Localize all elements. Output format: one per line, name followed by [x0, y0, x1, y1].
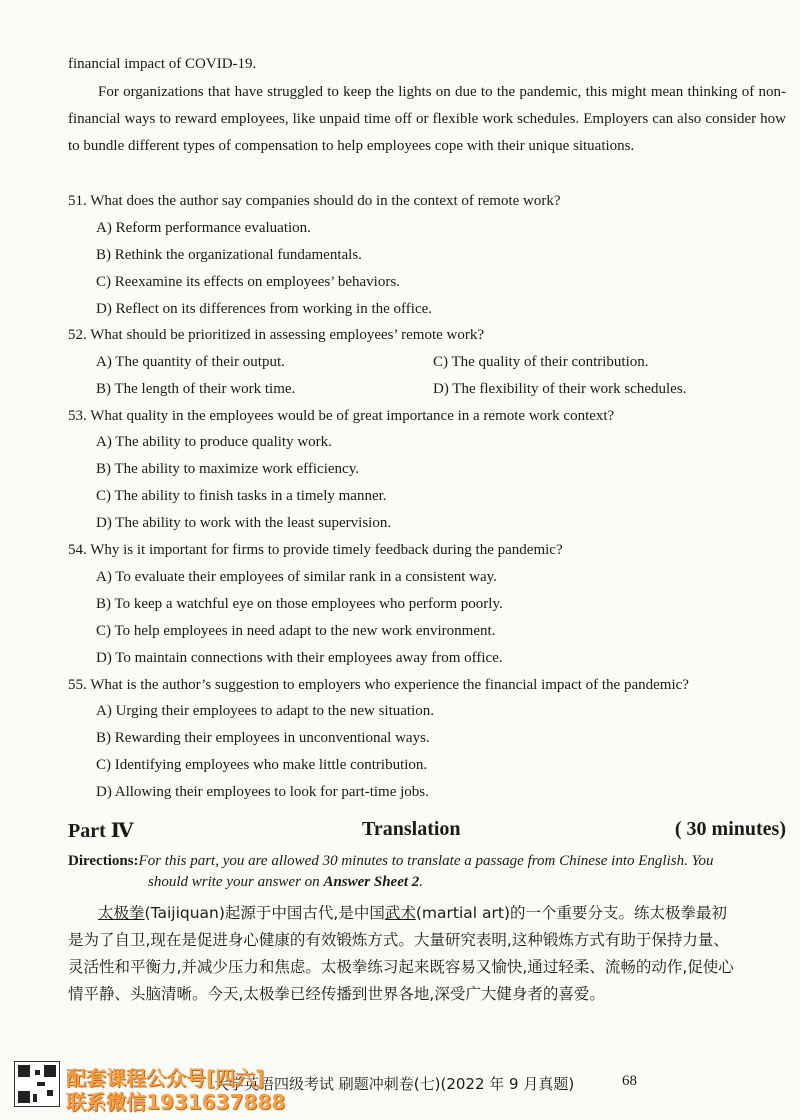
option-52-c: C) The quality of their contribution. — [433, 354, 649, 370]
option-52-d: D) The flexibility of their work schedules. — [433, 381, 687, 397]
option-53-d: D) The ability to work with the least supervision. — [96, 515, 392, 531]
option-52-a: A) The quantity of their output. — [96, 354, 285, 370]
translation-line-2: 是为了自卫,现在是促进身心健康的有效锻炼方式。大量研究表明,这种锻炼方式有助于保持力量、 — [68, 931, 729, 949]
option-55-b: B) Rewarding their employees in unconventional ways. — [96, 730, 430, 746]
translation-text-1b: (martial art)的一个重要分支。练太极拳最初 — [415, 904, 727, 922]
option-53-b: B) The ability to maximize work efficiency. — [96, 461, 359, 477]
passage-paragraph: For organizations that have struggled to keep the lights on due to the pandemic, this might mean thinking of non-financial ways to reward employees, like unpaid time off or flexible work schedules. Employers can also consider how to bundle different types of compensation to help employees cope with their unique situations. — [68, 84, 786, 154]
translation-line-4: 情平静、头脑清晰。今天,太极拳已经传播到世界各地,深受广大健身者的喜爱。 — [68, 985, 605, 1003]
option-55-a: A) Urging their employees to adapt to the new situation. — [96, 703, 434, 719]
directions-answer-sheet: Answer Sheet 2 — [323, 874, 420, 890]
term-martial-art: 武术 — [384, 904, 416, 922]
directions-label: Directions: — [68, 853, 139, 869]
directions-line-2 — [148, 874, 423, 891]
translation-text-1a: (Taijiquan)起源于中国古代,是中国 — [144, 904, 385, 922]
option-54-a: A) To evaluate their employees of similar rank in a consistent way. — [96, 569, 497, 585]
question-55: 55. What is the author’s suggestion to employers who experience the financial impact of the pandemic? — [68, 677, 689, 693]
directions — [68, 848, 786, 874]
page-number: 68 — [622, 1073, 637, 1089]
option-51-b: B) Rethink the organizational fundamentals. — [96, 247, 362, 263]
option-52-b: B) The length of their work time. — [96, 381, 296, 397]
option-54-c: C) To help employees in need adapt to the new work environment. — [96, 623, 496, 639]
question-54: 54. Why is it important for firms to provide timely feedback during the pandemic? — [68, 542, 563, 558]
option-54-d: D) To maintain connections with their employees away from office. — [96, 650, 503, 666]
directions-text-2a: should write your answer on — [148, 874, 324, 890]
option-54-b: B) To keep a watchful eye on those employees who perform poorly. — [96, 596, 503, 612]
translation-line-3: 灵活性和平衡力,并减少压力和焦虑。太极拳练习起来既容易又愉快,通过轻柔、流畅的动作,促使心 — [68, 958, 734, 976]
watermark-line-2: 联系微信1931637888 — [66, 1090, 286, 1114]
term-taijiquan: 太极拳 — [98, 904, 145, 922]
passage-top-line: financial impact of COVID-19. — [68, 56, 257, 72]
option-53-c: C) The ability to finish tasks in a timely manner. — [96, 488, 387, 504]
part-title: Translation — [362, 818, 461, 840]
option-51-a: A) Reform performance evaluation. — [96, 220, 311, 236]
part-header — [68, 818, 786, 844]
translation-line-1 — [68, 900, 786, 926]
directions-text-2c: . — [419, 874, 424, 890]
option-51-d: D) Reflect on its differences from working in the office. — [96, 301, 433, 317]
directions-text-1: For this part, you are allowed 30 minutes to translate a passage from Chinese into English. You — [138, 853, 714, 869]
watermark-line-1: 配套课程公众号[四六] — [66, 1066, 265, 1090]
option-55-d: D) Allowing their employees to look for part-time jobs. — [96, 784, 429, 800]
footer-title: 大学英语四级考试 刷题冲刺卷(七)(2022 年 9 月真题) — [214, 1075, 575, 1093]
question-52: 52. What should be prioritized in assessing employees’ remote work? — [68, 327, 485, 343]
option-53-a: A) The ability to produce quality work. — [96, 434, 332, 450]
option-55-c: C) Identifying employees who make little contribution. — [96, 757, 428, 773]
part-time: ( 30 minutes) — [674, 818, 786, 840]
question-53: 53. What quality in the employees would be of great importance in a remote work context? — [68, 408, 615, 424]
qr-code-image — [14, 1061, 60, 1107]
question-51: 51. What does the author say companies should do in the context of remote work? — [68, 193, 561, 209]
part-label: Part Ⅳ — [68, 820, 134, 842]
option-51-c: C) Reexamine its effects on employees’ behaviors. — [96, 274, 400, 290]
